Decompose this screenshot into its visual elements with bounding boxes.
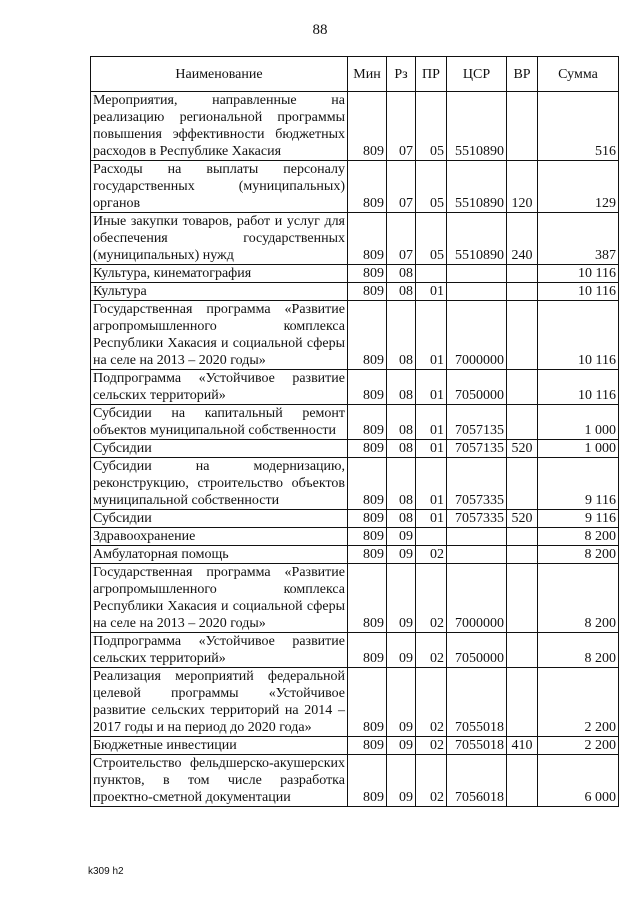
row-rz: 08: [387, 370, 416, 405]
table-row: [91, 92, 619, 161]
header-pr: ПР: [416, 57, 447, 92]
table-row: [91, 440, 619, 458]
row-rz: 09: [387, 633, 416, 668]
row-name: Иные закупки товаров, работ и услуг для обеспечения государственных (муниципальных) нужд: [91, 213, 348, 265]
table-row: [91, 737, 619, 755]
row-vr: [507, 755, 538, 807]
row-vr: [507, 301, 538, 370]
row-sum: 8 200: [538, 528, 619, 546]
row-csr: [447, 528, 507, 546]
table-row: [91, 510, 619, 528]
row-min: 809: [348, 92, 387, 161]
table-row: [91, 458, 619, 510]
row-name: Субсидии: [91, 440, 348, 458]
row-name: Подпрограмма «Устойчивое развитие сельских территорий»: [91, 370, 348, 405]
row-csr: [447, 265, 507, 283]
row-vr: 410: [507, 737, 538, 755]
row-min: 809: [348, 668, 387, 737]
row-name: Культура: [91, 283, 348, 301]
table-header-row: [91, 57, 619, 92]
row-name: Расходы на выплаты персоналу государственных (муниципальных) органов: [91, 161, 348, 213]
header-vr: ВР: [507, 57, 538, 92]
row-min: 809: [348, 564, 387, 633]
row-min: 809: [348, 301, 387, 370]
row-vr: [507, 405, 538, 440]
row-pr: 02: [416, 755, 447, 807]
header-sum: Сумма: [538, 57, 619, 92]
row-pr: 01: [416, 458, 447, 510]
row-name: Мероприятия, направленные на реализацию региональной программы повышения эффективности бюджетных расходов в Республике Хакасия: [91, 92, 348, 161]
row-csr: 7057335: [447, 458, 507, 510]
table-row: [91, 755, 619, 807]
row-csr: 5510890: [447, 92, 507, 161]
row-sum: 2 200: [538, 737, 619, 755]
row-pr: [416, 528, 447, 546]
row-sum: 1 000: [538, 440, 619, 458]
row-min: 809: [348, 213, 387, 265]
row-pr: 02: [416, 633, 447, 668]
row-sum: 6 000: [538, 755, 619, 807]
row-csr: [447, 283, 507, 301]
row-rz: 09: [387, 546, 416, 564]
row-csr: 7055018: [447, 737, 507, 755]
row-sum: 8 200: [538, 633, 619, 668]
table-row: [91, 546, 619, 564]
row-csr: 7055018: [447, 668, 507, 737]
row-name: Подпрограмма «Устойчивое развитие сельских территорий»: [91, 633, 348, 668]
row-name: Государственная программа «Развитие агропромышленного комплекса Республики Хакасия и социальной сферы на селе на 2013 – 2020 годы»: [91, 301, 348, 370]
row-name: Строительство фельдшерско-акушерских пунктов, в том числе разработка проектно-сметной документации: [91, 755, 348, 807]
row-rz: 07: [387, 92, 416, 161]
row-vr: [507, 528, 538, 546]
row-min: 809: [348, 161, 387, 213]
row-name: Субсидии на капитальный ремонт объектов муниципальной собственности: [91, 405, 348, 440]
table-row: [91, 283, 619, 301]
row-csr: 7057135: [447, 440, 507, 458]
table-row: [91, 405, 619, 440]
row-min: 809: [348, 370, 387, 405]
row-vr: 120: [507, 161, 538, 213]
row-rz: 09: [387, 528, 416, 546]
row-rz: 09: [387, 668, 416, 737]
table-row: [91, 668, 619, 737]
row-min: 809: [348, 458, 387, 510]
row-name: Государственная программа «Развитие агропромышленного комплекса Республики Хакасия и социальной сферы на селе на 2013 – 2020 годы»: [91, 564, 348, 633]
row-pr: 01: [416, 283, 447, 301]
page-number: 88: [312, 22, 328, 38]
row-pr: [416, 265, 447, 283]
row-rz: 08: [387, 301, 416, 370]
row-pr: 02: [416, 737, 447, 755]
budget-table: [90, 56, 619, 807]
row-rz: 08: [387, 265, 416, 283]
row-name: Здравоохранение: [91, 528, 348, 546]
header-csr: ЦСР: [447, 57, 507, 92]
row-csr: 7000000: [447, 301, 507, 370]
row-name: Культура, кинематография: [91, 265, 348, 283]
table-row: [91, 161, 619, 213]
row-csr: 7056018: [447, 755, 507, 807]
row-min: 809: [348, 755, 387, 807]
row-pr: 02: [416, 546, 447, 564]
row-vr: 240: [507, 213, 538, 265]
row-min: 809: [348, 265, 387, 283]
table-row: [91, 265, 619, 283]
row-rz: 07: [387, 161, 416, 213]
row-pr: 01: [416, 510, 447, 528]
row-sum: 9 116: [538, 458, 619, 510]
row-pr: 01: [416, 301, 447, 370]
table-row: [91, 301, 619, 370]
row-sum: 129: [538, 161, 619, 213]
row-min: 809: [348, 737, 387, 755]
row-vr: [507, 92, 538, 161]
row-pr: 01: [416, 405, 447, 440]
row-pr: 01: [416, 440, 447, 458]
row-vr: 520: [507, 510, 538, 528]
table-row: [91, 564, 619, 633]
header-rz: Рз: [387, 57, 416, 92]
row-min: 809: [348, 633, 387, 668]
table-row: [91, 633, 619, 668]
row-vr: [507, 564, 538, 633]
row-rz: 07: [387, 213, 416, 265]
row-sum: 8 200: [538, 546, 619, 564]
row-pr: 02: [416, 668, 447, 737]
row-csr: 7050000: [447, 370, 507, 405]
row-rz: 08: [387, 283, 416, 301]
row-rz: 09: [387, 564, 416, 633]
row-csr: 5510890: [447, 161, 507, 213]
row-sum: 1 000: [538, 405, 619, 440]
footer-code: k309 h2: [88, 866, 124, 877]
table-row: [91, 370, 619, 405]
row-sum: 10 116: [538, 370, 619, 405]
table-row: [91, 213, 619, 265]
row-vr: [507, 283, 538, 301]
row-vr: 520: [507, 440, 538, 458]
row-rz: 09: [387, 755, 416, 807]
row-name: Амбулаторная помощь: [91, 546, 348, 564]
row-name: Субсидии: [91, 510, 348, 528]
row-sum: 8 200: [538, 564, 619, 633]
row-vr: [507, 265, 538, 283]
row-sum: 9 116: [538, 510, 619, 528]
row-sum: 10 116: [538, 265, 619, 283]
row-name: Бюджетные инвестиции: [91, 737, 348, 755]
row-pr: 05: [416, 92, 447, 161]
row-csr: 7057335: [447, 510, 507, 528]
row-pr: 02: [416, 564, 447, 633]
row-sum: 387: [538, 213, 619, 265]
row-rz: 09: [387, 737, 416, 755]
row-sum: 10 116: [538, 301, 619, 370]
row-rz: 08: [387, 510, 416, 528]
row-rz: 08: [387, 440, 416, 458]
row-name: Реализация мероприятий федеральной целевой программы «Устойчивое развитие сельских территорий на 2014 – 2017 годы и на период до 2020 года»: [91, 668, 348, 737]
row-min: 809: [348, 546, 387, 564]
header-name: Наименование: [91, 57, 348, 92]
header-min: Мин: [348, 57, 387, 92]
table-row: [91, 528, 619, 546]
row-csr: 7050000: [447, 633, 507, 668]
row-csr: 5510890: [447, 213, 507, 265]
row-vr: [507, 370, 538, 405]
row-min: 809: [348, 528, 387, 546]
row-pr: 01: [416, 370, 447, 405]
row-min: 809: [348, 510, 387, 528]
row-sum: 516: [538, 92, 619, 161]
row-min: 809: [348, 283, 387, 301]
row-rz: 08: [387, 458, 416, 510]
row-rz: 08: [387, 405, 416, 440]
row-vr: [507, 546, 538, 564]
row-vr: [507, 458, 538, 510]
row-sum: 2 200: [538, 668, 619, 737]
row-pr: 05: [416, 213, 447, 265]
row-vr: [507, 668, 538, 737]
row-csr: 7057135: [447, 405, 507, 440]
row-pr: 05: [416, 161, 447, 213]
row-csr: [447, 546, 507, 564]
row-sum: 10 116: [538, 283, 619, 301]
row-name: Субсидии на модернизацию, реконструкцию, строительство объектов муниципальной собственности: [91, 458, 348, 510]
row-csr: 7000000: [447, 564, 507, 633]
row-min: 809: [348, 405, 387, 440]
row-min: 809: [348, 440, 387, 458]
row-vr: [507, 633, 538, 668]
